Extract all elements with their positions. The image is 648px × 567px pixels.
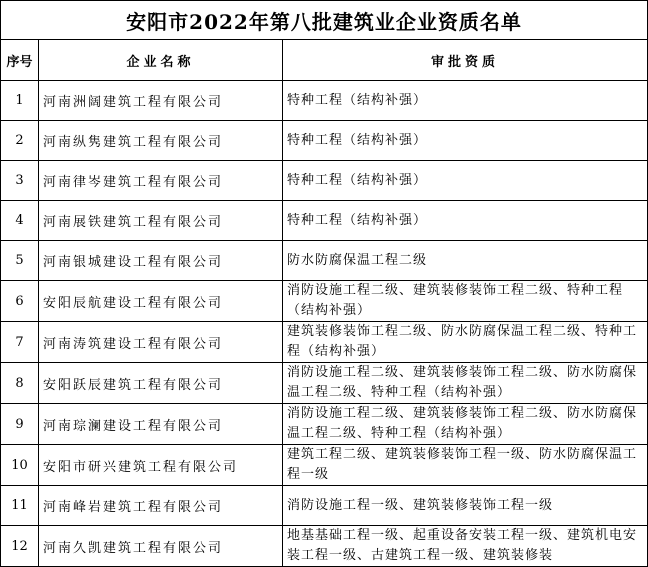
table-row [1,404,648,445]
row-seq-cell: 5 [1,241,39,281]
row-company-name: 河南律岑建筑工程有限公司 [39,161,283,201]
row-qualification: 防水防腐保温工程二级 [283,241,648,281]
row-qualification: 建筑装修装饰工程二级、防水防腐保温工程二级、特种工程（结构补强） [283,322,648,363]
table-row [1,281,648,322]
row-company-name: 河南峰岩建筑工程有限公司 [39,486,283,526]
row-qualification: 特种工程（结构补强） [283,201,648,241]
row-company-name: 河南琮澜建设工程有限公司 [39,404,283,445]
row-qualification: 消防设施工程一级、建筑装修装饰工程一级 [283,486,648,526]
page-title: 安阳市2022年第八批建筑业企业资质名单 [0,0,648,39]
row-seq-cell: 8 [1,363,39,404]
table-row [1,241,648,281]
row-seq-cell: 2 [1,121,39,161]
row-seq-cell: 3 [1,161,39,201]
table-row [1,81,648,121]
row-company-name: 安阳市研兴建筑工程有限公司 [39,445,283,486]
row-qualification: 特种工程（结构补强） [283,121,648,161]
row-seq-cell: 11 [1,486,39,526]
row-company-name: 河南涛筑建设工程有限公司 [39,322,283,363]
row-company-name: 河南久凯建筑工程有限公司 [39,526,283,567]
row-qualification: 建筑工程二级、建筑装修装饰工程一级、防水防腐保温工程一级 [283,445,648,486]
row-qualification: 消防设施工程二级、建筑装修装饰工程二级、防水防腐保温工程二级、特种工程（结构补强） [283,363,648,404]
row-seq-cell: 9 [1,404,39,445]
column-header-name: 企业名称 [39,40,283,81]
column-header-seq: 序号 [1,40,39,81]
row-company-name: 河南展铁建筑工程有限公司 [39,201,283,241]
row-qualification: 地基基础工程一级、起重设备安装工程一级、建筑机电安装工程一级、古建筑工程一级、建筑装修装 [283,526,648,567]
table-row [1,201,648,241]
row-company-name: 安阳辰航建设工程有限公司 [39,281,283,322]
table-row [1,322,648,363]
row-qualification: 特种工程（结构补强） [283,161,648,201]
table-row [1,486,648,526]
row-seq-cell: 7 [1,322,39,363]
row-company-name: 河南洲阔建筑工程有限公司 [39,81,283,121]
row-qualification: 消防设施工程二级、建筑装修装饰工程二级、特种工程（结构补强） [283,281,648,322]
table-row [1,363,648,404]
table-row [1,161,648,201]
row-seq-cell: 1 [1,81,39,121]
row-company-name: 河南纵隽建筑工程有限公司 [39,121,283,161]
column-header-qual: 审批资质 [283,40,648,81]
table-row [1,121,648,161]
row-company-name: 安阳跃辰建筑工程有限公司 [39,363,283,404]
row-seq-cell: 12 [1,526,39,567]
row-seq-cell: 4 [1,201,39,241]
row-qualification: 特种工程（结构补强） [283,81,648,121]
table-row [1,526,648,567]
row-company-name: 河南银城建设工程有限公司 [39,241,283,281]
header-row [1,40,648,81]
row-seq-cell: 10 [1,445,39,486]
row-seq-cell: 6 [1,281,39,322]
qualification-table [0,39,648,567]
row-qualification: 消防设施工程二级、建筑装修装饰工程二级、防水防腐保温工程二级、特种工程（结构补强） [283,404,648,445]
table-row [1,445,648,486]
